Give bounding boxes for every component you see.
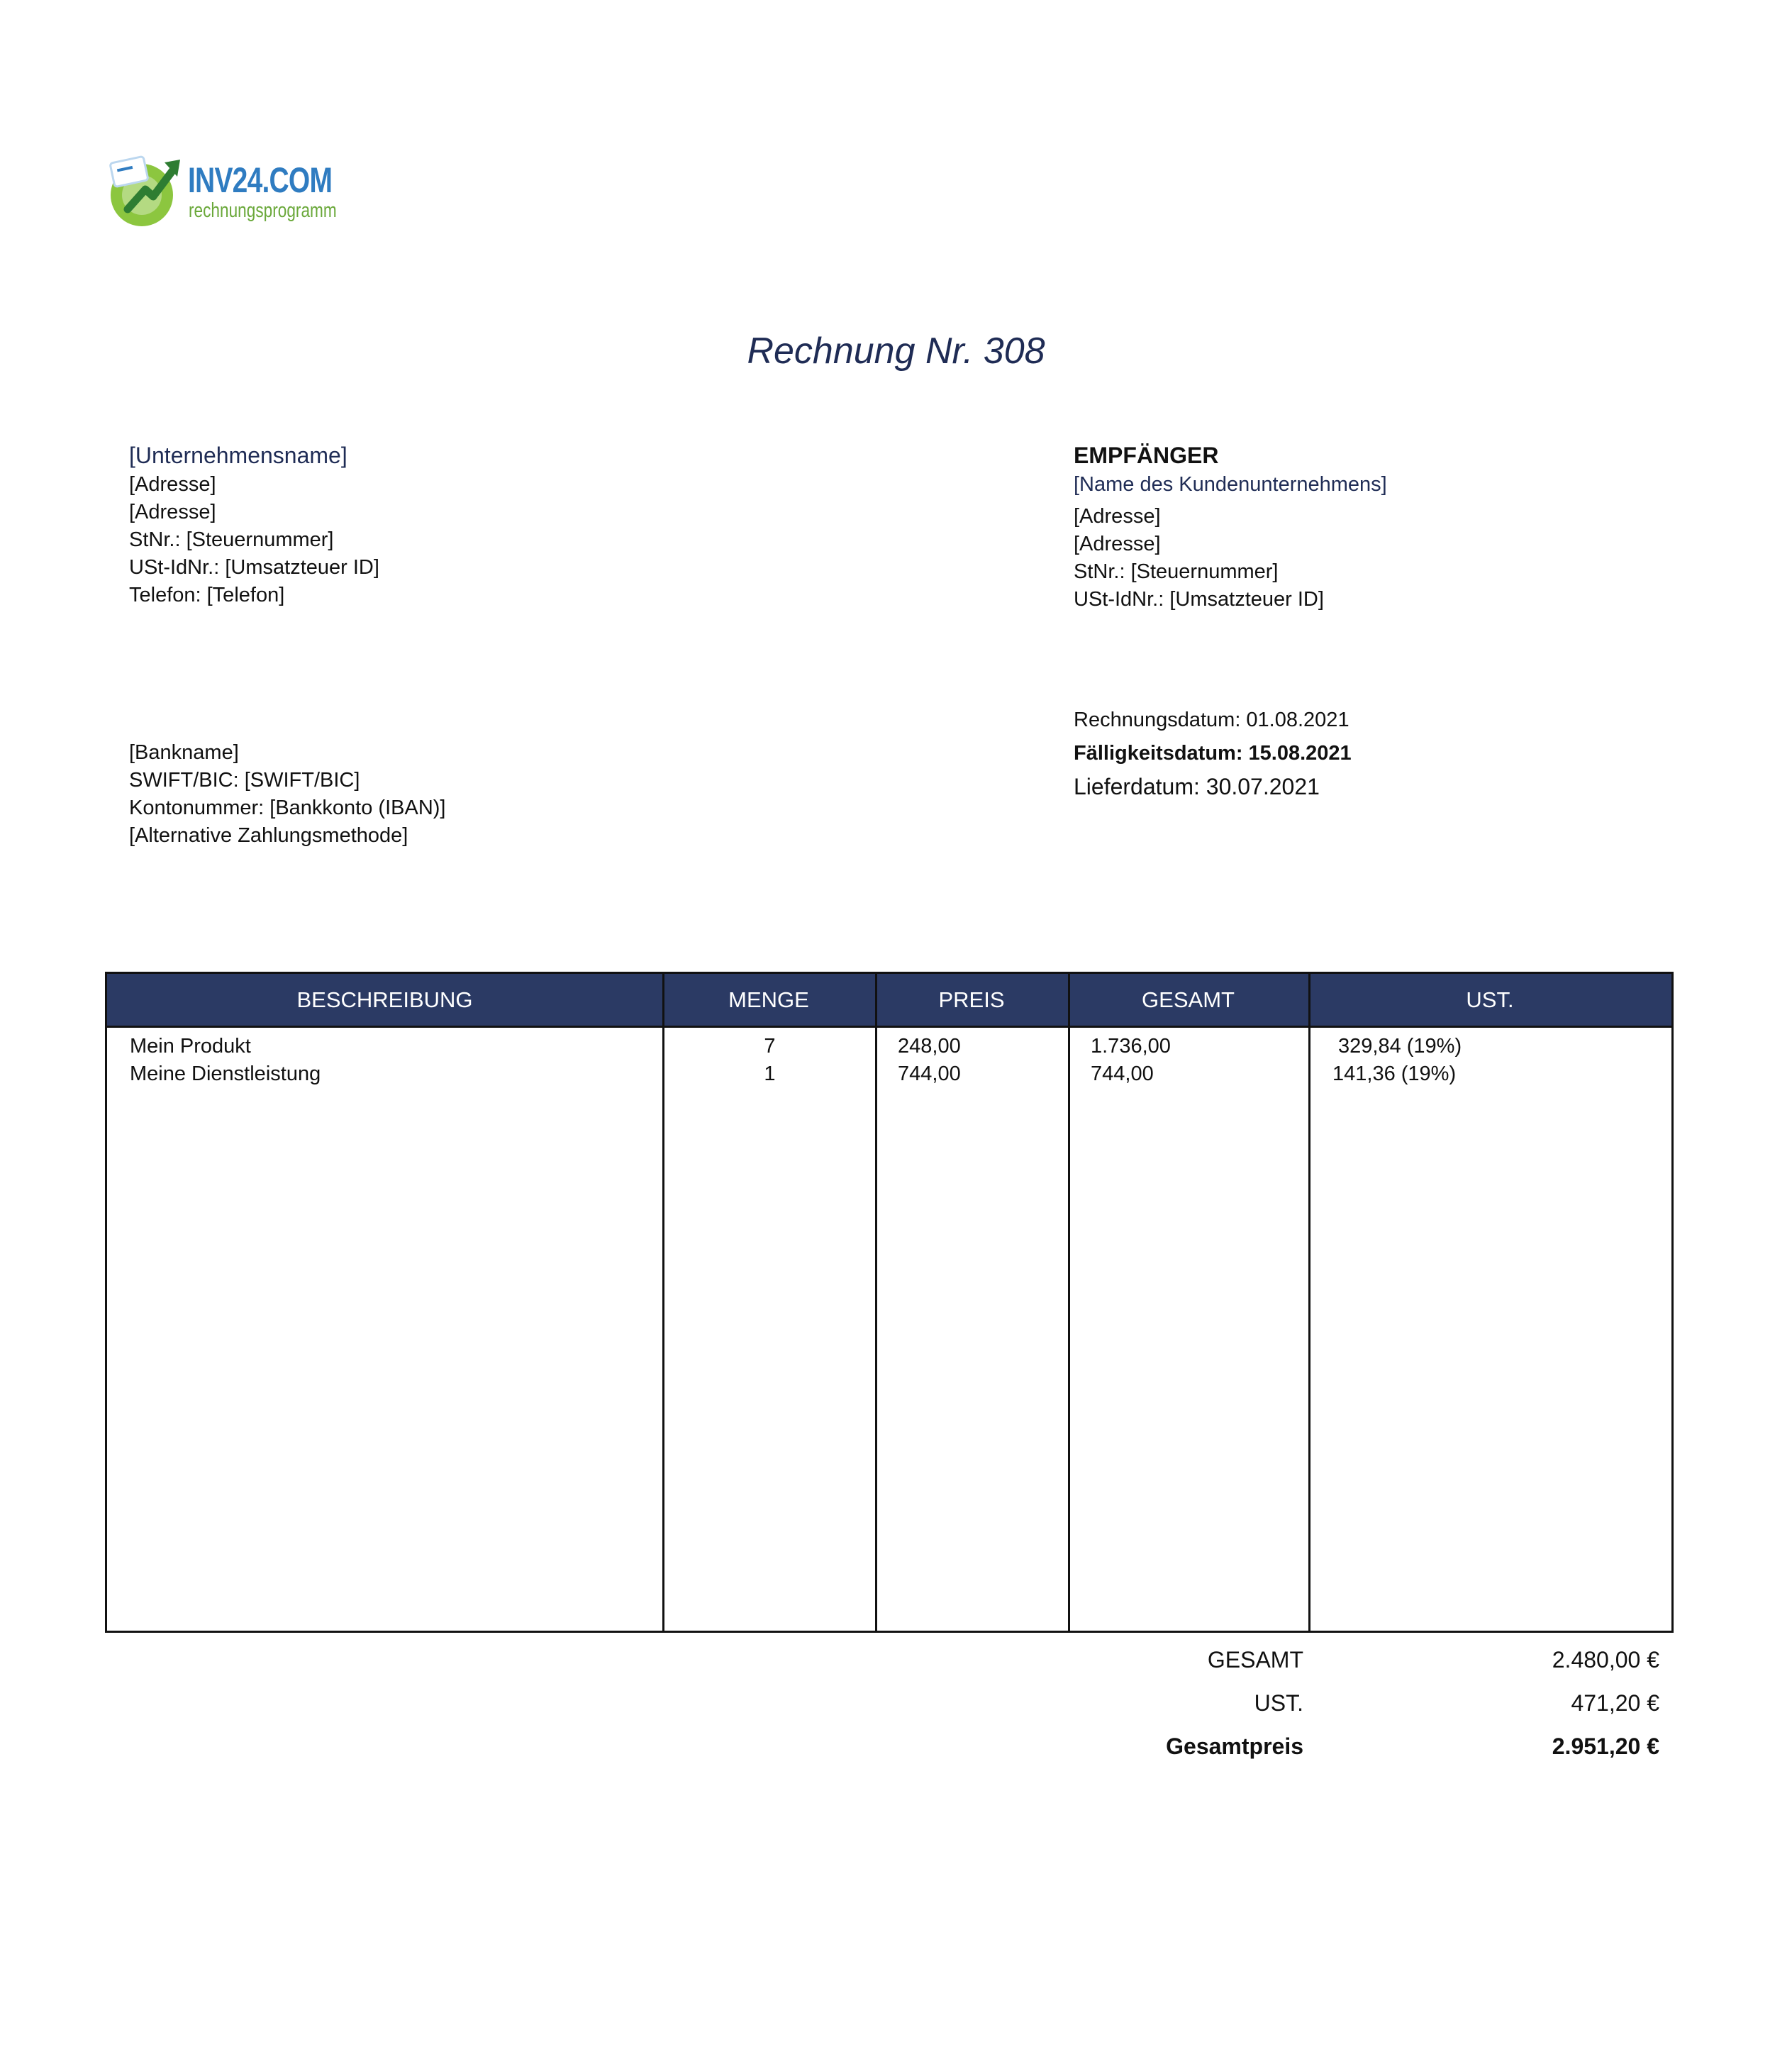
recipient-heading: EMPFÄNGER xyxy=(1074,443,1219,468)
sender-line: Telefon: [Telefon] xyxy=(129,584,285,606)
row-total: 1.736,00 xyxy=(1091,1035,1171,1058)
recipient-company: [Name des Kundenunternehmens] xyxy=(1074,473,1387,496)
bank-line: SWIFT/BIC: [SWIFT/BIC] xyxy=(129,769,360,792)
sender-line: [Adresse] xyxy=(129,473,216,496)
delivery-date: Lieferdatum: 30.07.2021 xyxy=(1074,774,1320,799)
invoice-date: Rechnungsdatum: 01.08.2021 xyxy=(1074,709,1349,731)
row-price: 744,00 xyxy=(898,1063,961,1085)
column-divider xyxy=(1068,974,1070,1631)
vat-total-label: UST. xyxy=(1254,1690,1303,1716)
column-header-price: PREIS xyxy=(938,987,1005,1012)
column-header-vat: UST. xyxy=(1466,987,1514,1012)
recipient-line: StNr.: [Steuernummer] xyxy=(1074,560,1279,583)
sender-line: StNr.: [Steuernummer] xyxy=(129,528,334,551)
column-divider xyxy=(875,974,877,1631)
logo-tagline: rechnungsprogramm xyxy=(189,199,337,222)
due-date: Fälligkeitsdatum: 15.08.2021 xyxy=(1074,742,1352,765)
bank-line: Kontonummer: [Bankkonto (IBAN)] xyxy=(129,797,446,819)
sender-line: [Adresse] xyxy=(129,501,216,523)
bank-line: [Bankname] xyxy=(129,741,239,764)
table-header xyxy=(107,974,1671,1028)
column-divider xyxy=(1308,974,1310,1631)
sender-line: USt-IdNr.: [Umsatzteuer ID] xyxy=(129,556,379,579)
bank-line: [Alternative Zahlungsmethode] xyxy=(129,824,408,847)
grand-total-label: Gesamtpreis xyxy=(1166,1733,1303,1759)
row-price: 248,00 xyxy=(898,1035,961,1058)
recipient-block xyxy=(1074,440,1387,614)
sender-block xyxy=(129,440,379,609)
subtotal-label: GESAMT xyxy=(1207,1647,1303,1672)
recipient-line: USt-IdNr.: [Umsatzteuer ID] xyxy=(1074,588,1324,611)
row-total: 744,00 xyxy=(1091,1063,1154,1085)
company-logo xyxy=(106,152,347,231)
invoice-title: Rechnung Nr. 308 xyxy=(747,331,1045,372)
row-description: Mein Produkt xyxy=(130,1035,251,1058)
grand-total-value: 2.951,20 € xyxy=(1552,1733,1659,1759)
column-header-description: BESCHREIBUNG xyxy=(296,987,473,1012)
sender-company: [Unternehmensname] xyxy=(129,443,347,468)
items-table xyxy=(105,972,1674,1633)
column-header-total: GESAMT xyxy=(1142,987,1235,1012)
row-quantity: 7 xyxy=(764,1035,776,1058)
row-quantity: 1 xyxy=(764,1063,776,1085)
vat-total-value: 471,20 € xyxy=(1571,1690,1659,1716)
row-description: Meine Dienstleistung xyxy=(130,1063,321,1085)
dates-block xyxy=(1074,704,1352,802)
column-header-quantity: MENGE xyxy=(728,987,809,1012)
logo-icon xyxy=(106,152,184,231)
recipient-line: [Adresse] xyxy=(1074,505,1161,528)
recipient-line: [Adresse] xyxy=(1074,533,1161,555)
bank-block xyxy=(129,739,445,850)
row-vat: 141,36 (19%) xyxy=(1332,1063,1457,1085)
row-vat: 329,84 (19%) xyxy=(1338,1035,1462,1058)
logo-brand: INV24.COM xyxy=(188,160,333,200)
subtotal-value: 2.480,00 € xyxy=(1552,1647,1659,1672)
